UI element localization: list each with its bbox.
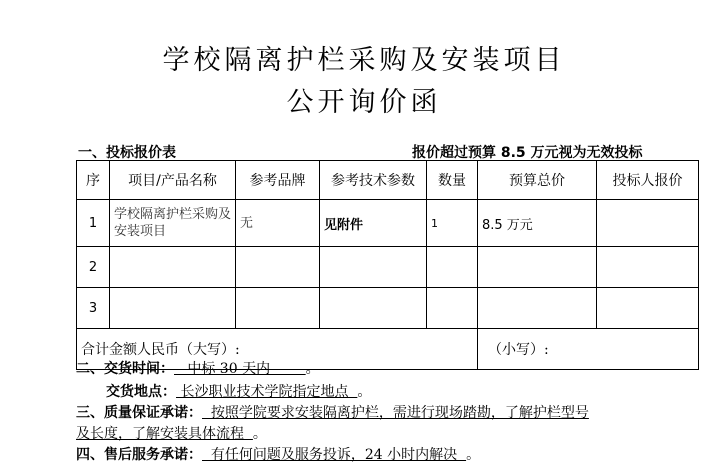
quality-line-1 bbox=[76, 402, 589, 422]
budget-cell[interactable] bbox=[478, 288, 597, 329]
qty-cell[interactable] bbox=[427, 288, 478, 329]
header-cell-name: 项目/产品名称 bbox=[110, 161, 236, 200]
budget-note: 报价超过预算 8.5 万元视为无效投标 bbox=[412, 145, 643, 161]
table-header-row bbox=[77, 161, 699, 200]
bid-cell[interactable] bbox=[597, 200, 699, 247]
header-cell-qty: 数量 bbox=[427, 161, 478, 200]
item-name-cell[interactable] bbox=[110, 247, 236, 288]
service-label: 四、售后服务承诺： bbox=[76, 447, 202, 463]
item-name-cell: 学校隔离护栏采购及安装项目 bbox=[110, 200, 236, 247]
header-cell-spec: 参考技术参数 bbox=[320, 161, 427, 200]
brand-cell: 无 bbox=[236, 200, 320, 247]
bid-cell[interactable] bbox=[597, 288, 699, 329]
quality-value-line2: 及长度，了解安装具体流程 bbox=[76, 426, 253, 442]
total-small-label[interactable]: （小写）: bbox=[478, 329, 699, 370]
delivery-place-line bbox=[106, 381, 371, 401]
brand-cell[interactable] bbox=[236, 288, 320, 329]
row-number: 2 bbox=[77, 247, 110, 288]
delivery-time-value: 中标 30 天内 bbox=[174, 361, 306, 377]
service-line bbox=[76, 444, 480, 464]
delivery-place-label: 交货地点： bbox=[106, 384, 176, 400]
delivery-time-line bbox=[76, 358, 320, 378]
brand-cell[interactable] bbox=[236, 247, 320, 288]
quote-table bbox=[76, 160, 699, 370]
document-subtitle: 公开询价函 bbox=[286, 87, 442, 118]
row-number: 3 bbox=[77, 288, 110, 329]
qty-cell: 1 bbox=[427, 200, 478, 247]
document-title: 学校隔离护栏采购及安装项目 bbox=[162, 45, 566, 76]
spec-cell: 见附件 bbox=[320, 200, 427, 247]
delivery-place-end: 。 bbox=[357, 384, 372, 400]
qty-cell[interactable] bbox=[427, 247, 478, 288]
table-row bbox=[77, 200, 699, 247]
delivery-place-value: 长沙职业技术学院指定地点 bbox=[176, 384, 358, 400]
section-heading bbox=[78, 142, 678, 162]
delivery-time-label: 二、交货时间： bbox=[76, 361, 174, 377]
bid-cell[interactable] bbox=[597, 247, 699, 288]
quality-line-2 bbox=[76, 423, 267, 443]
budget-cell: 8.5 万元 bbox=[478, 200, 597, 247]
budget-cell[interactable] bbox=[478, 247, 597, 288]
quality-label: 三、质量保证承诺： bbox=[76, 405, 202, 421]
header-cell-bid: 投标人报价 bbox=[597, 161, 699, 200]
header-cell-budget: 预算总价 bbox=[478, 161, 597, 200]
item-name-cell[interactable] bbox=[110, 288, 236, 329]
table-row bbox=[77, 247, 699, 288]
table-row bbox=[77, 288, 699, 329]
spec-cell[interactable] bbox=[320, 288, 427, 329]
spec-cell[interactable] bbox=[320, 247, 427, 288]
header-cell-no: 序 bbox=[77, 161, 110, 200]
quality-value-line1: 按照学院要求安装隔离护栏，需进行现场踏勘，了解护栏型号 bbox=[202, 405, 589, 421]
delivery-time-end: 。 bbox=[305, 361, 320, 377]
header-cell-brand: 参考品牌 bbox=[236, 161, 320, 200]
service-end: 。 bbox=[466, 447, 481, 463]
service-value: 有任何问题及服务投诉，24 小时内解决 bbox=[202, 447, 467, 463]
total-amount-label[interactable]: 合计金额人民币（大写）: bbox=[77, 329, 478, 370]
row-number: 1 bbox=[77, 200, 110, 247]
section-1-title: 一、投标报价表 bbox=[78, 145, 176, 161]
quality-end: 。 bbox=[252, 426, 267, 442]
